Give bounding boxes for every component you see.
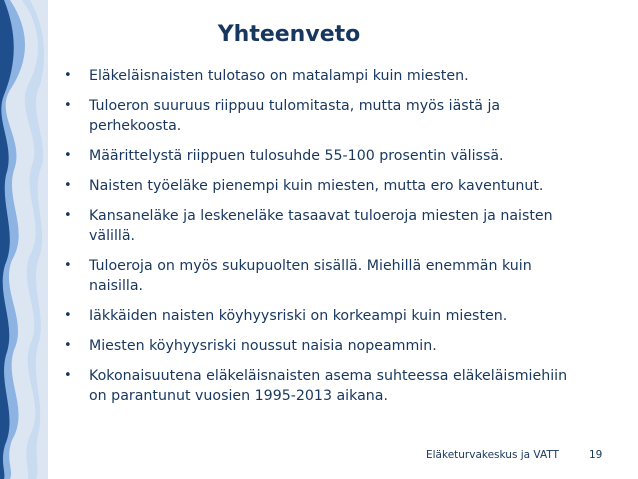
bullet-text: Tuloeroja on myös sukupuolten sisällä. Miehillä enemmän kuin naisilla.	[89, 258, 532, 294]
bullet-marker: •	[64, 98, 72, 113]
bullet-item	[64, 176, 584, 196]
bullet-item	[64, 256, 584, 296]
bullet-item	[64, 66, 584, 86]
bullet-list	[64, 66, 584, 416]
bullet-text: Eläkeläisnaisten tulotaso on matalampi kuin miesten.	[89, 68, 469, 84]
bullet-text: Kansaneläke ja leskeneläke tasaavat tuloeroja miesten ja naisten välillä.	[89, 208, 553, 244]
bullet-item	[64, 96, 584, 136]
slide-title: Yhteenveto	[217, 22, 361, 47]
bullet-item	[64, 146, 584, 166]
bullet-marker: •	[64, 338, 72, 353]
bullet-item	[64, 366, 584, 406]
bullet-text: Tuloeron suuruus riippuu tulomitasta, mutta myös iästä ja perhekoosta.	[89, 98, 501, 134]
bullet-text: Miesten köyhyysriski noussut naisia nopeammin.	[89, 338, 437, 354]
bullet-marker: •	[64, 258, 72, 273]
bullet-marker: •	[64, 68, 72, 83]
bullet-marker: •	[64, 368, 72, 383]
bullet-item	[64, 336, 584, 356]
bullet-marker: •	[64, 148, 72, 163]
bullet-marker: •	[64, 178, 72, 193]
bullet-item	[64, 206, 584, 246]
page-number: 19	[589, 449, 603, 461]
wave-decoration	[0, 0, 48, 479]
bullet-text: Kokonaisuutena eläkeläisnaisten asema suhteessa eläkeläismiehiin on parantunut vuosien 1995-2013 aikana.	[89, 368, 568, 404]
bullet-text: Määrittelystä riippuen tulosuhde 55-100 prosentin välissä.	[89, 148, 504, 164]
bullet-marker: •	[64, 208, 72, 223]
bullet-item	[64, 306, 584, 326]
bullet-text: Naisten työeläke pienempi kuin miesten, mutta ero kaventunut.	[89, 178, 544, 194]
bullet-text: Iäkkäiden naisten köyhyysriski on korkeampi kuin miesten.	[89, 308, 508, 324]
bullet-marker: •	[64, 308, 72, 323]
footer-organization: Eläketurvakeskus ja VATT	[426, 449, 559, 461]
